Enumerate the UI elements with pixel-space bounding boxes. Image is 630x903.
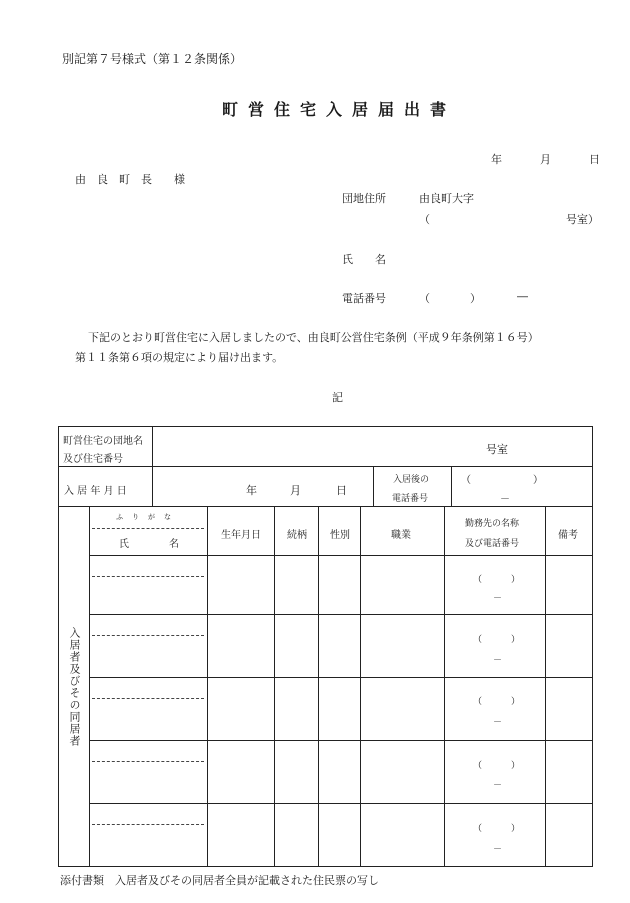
date-day-label: 日 [589,153,600,166]
body-text-line1: 下記のとおり町営住宅に入居しましたので、由良町公営住宅条例（平成９年条例第１６号） [88,331,539,344]
work-column-header-2: 及び電話番号 [465,539,520,549]
remarks-column-header: 備考 [558,530,578,541]
table-phone-dash: － [500,494,510,505]
body-text-line2: 第１１条第６項の規定により届け出ます。 [75,351,284,364]
table-phone-close: ） [533,475,543,486]
phone-dash: ― [517,290,528,303]
phone-close-paren: ） [470,292,481,305]
ki-label: 記 [332,391,343,404]
movein-month: 月 [290,484,301,497]
complex-label-2: 及び住宅番号 [63,454,123,465]
phone-after-label-2: 電話番号 [392,494,429,504]
name-label: 氏 名 [342,253,386,266]
room-suffix: 号室 [486,443,508,456]
date-month-label: 月 [540,153,551,166]
relation-column-header: 続柄 [287,530,307,541]
movein-year: 年 [246,484,257,497]
address-value: 由良町大字 [419,192,474,205]
furigana-label: ふ り が な [116,513,172,521]
residents-side-label: 入居者及びその同居者 [68,627,81,747]
room-open-paren: （ [419,213,430,226]
phone-after-label-1: 入居後の [393,475,430,485]
address-label: 団地住所 [342,192,386,205]
attachment-note: 添付書類 入居者及びその同居者全員が記載された住民票の写し [60,874,379,887]
birthdate-column-header: 生年月日 [221,530,261,541]
form-reference: 別記第７号様式（第１２条関係） [62,52,243,66]
phone-open-paren: （ [419,292,430,305]
date-year-label: 年 [491,153,502,166]
sex-column-header: 性別 [330,530,350,541]
job-column-header: 職業 [391,530,411,541]
movein-day: 日 [336,484,347,497]
movein-label: 入 居 年 月 日 [64,486,127,497]
addressee: 由 良 町 長 様 [75,173,185,186]
document-title: 町営住宅入居届出書 [222,100,457,119]
work-column-header-1: 勤務先の名称 [465,519,520,529]
phone-label: 電話番号 [342,292,386,305]
table-phone-open: （ [461,475,471,486]
name-column-header: 氏 名 [119,539,179,550]
complex-label-1: 町営住宅の団地名 [63,436,143,447]
room-close-text: 号室） [566,213,599,226]
